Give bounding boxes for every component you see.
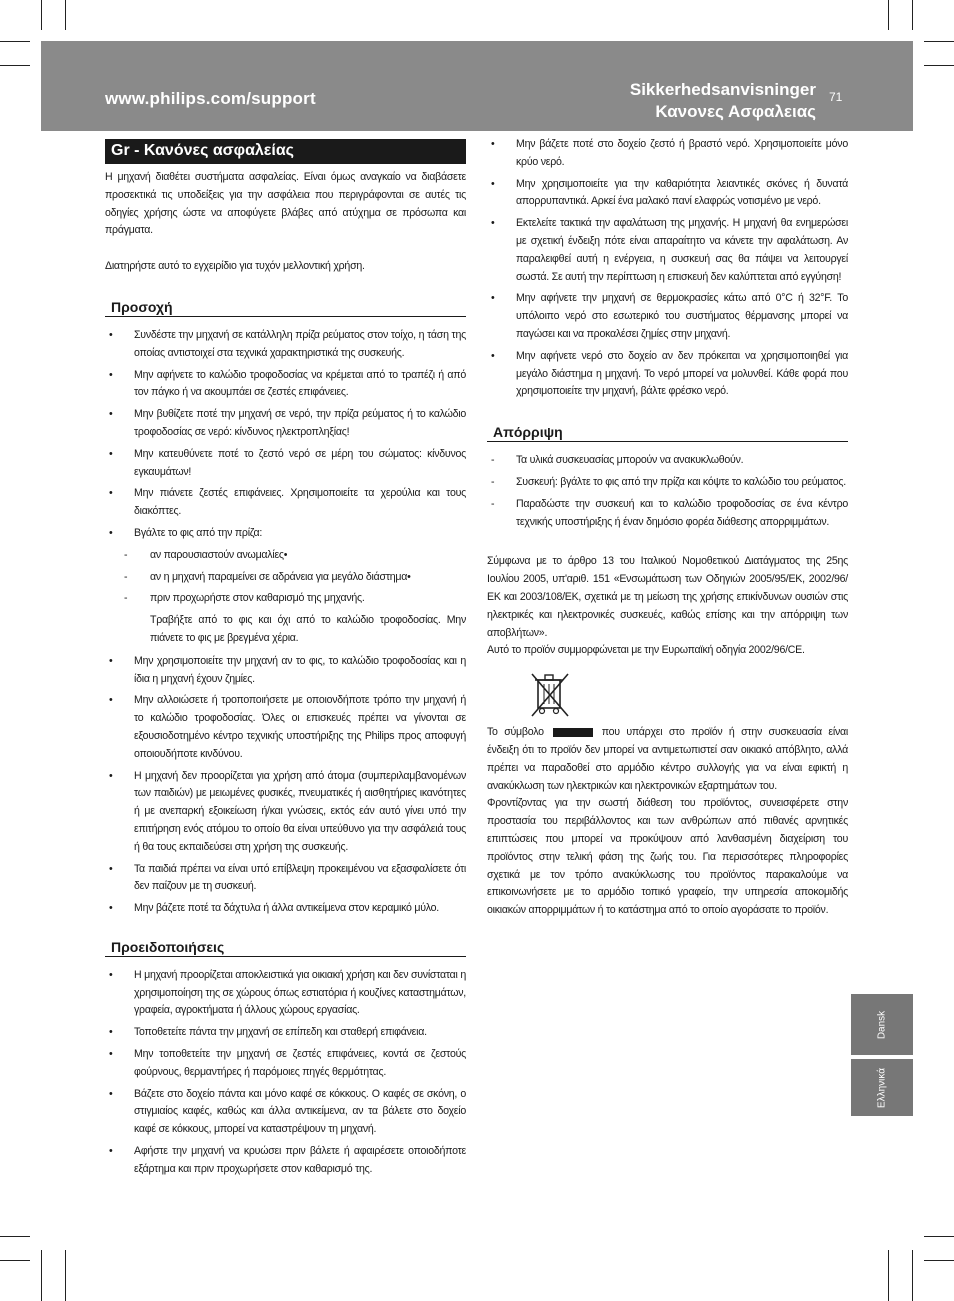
- crop-mark: [888, 0, 889, 30]
- page-title-line2: Κανονες Ασφαλειας: [655, 102, 816, 121]
- support-url[interactable]: www.philips.com/support: [105, 89, 316, 108]
- list-item: - πριν προχωρήστε στον καθαρισμό της μηχανής.: [105, 590, 466, 608]
- list-item: • Η μηχανή προορίζεται αποκλειστικά για οικιακή χρήση και δεν συνίσταται η χρησιμοποίηση της σε χώρους όπως εστιατόρια ή κουζίνες καταστημάτων, γραφεία, αγροκτήματα ή άλλους χώρους εργασίας.: [105, 967, 466, 1020]
- crop-mark: [912, 0, 913, 30]
- side-tab-label: Ελληνικά: [876, 1067, 888, 1108]
- side-tab-greek[interactable]: [851, 1059, 913, 1116]
- page-title: [630, 79, 816, 123]
- crop-mark: [65, 1250, 66, 1301]
- crop-mark: [0, 65, 30, 66]
- list-item: • Μην αλλοιώσετε ή τροποποιήσετε με οποιονδήποτε τρόπο την μηχανή ή το καλώδιο τροφοδοσίας. Όλες οι επισκευές πρέπει να γίνονται σε εξουσιοδοτημένο κέντρο τεχνικής υποστήριξης της Philips προς αποφυγή οποιουδήποτε κινδύνου.: [105, 692, 466, 763]
- list-item: - αν παρουσιαστούν ανωμαλίες•: [105, 547, 466, 565]
- list-item: - Παραδώστε την συσκευή και το καλώδιο τροφοδοσίας σε ένα κέντρο τεχνικής υποστήριξης ή έναν δημόσιο φορέα διάθεσης απορριμμάτων.: [487, 496, 848, 532]
- crop-mark: [65, 0, 66, 30]
- conformity-paragraph: Αυτό το προϊόν συμμορφώνεται με την Ευρωπαϊκή οδηγία 2002/96/CE.: [487, 644, 805, 657]
- list-item: - Τα υλικά συσκευασίας μπορούν να ανακυκλωθούν.: [487, 452, 848, 470]
- list-item: • Μην βυθίζετε ποτέ την μηχανή σε νερό, την πρίζα ρεύματος ή το καλώδιο τροφοδοσίας σε νερό: κίνδυνος ηλεκτροπληξίας!: [105, 406, 466, 442]
- list-item: • Μην χρησιμοποιείτε την μηχανή αν το φις, το καλώδιο τροφοδοσίας και η ίδια η μηχανή έχουν ζημίες.: [105, 653, 466, 689]
- symbol-placeholder-bar: [553, 728, 593, 737]
- crop-mark: [0, 41, 30, 42]
- caution-list-a: [105, 327, 466, 543]
- crossed-bin-icon: [528, 670, 572, 720]
- list-item: • Συνδέστε την μηχανή σε κατάλληλη πρίζα ρεύματος στον τοίχο, η τάση της οποίας αντιστοιχεί στα τεχνικά χαρακτηριστικά της συσκευής.: [105, 327, 466, 363]
- side-tab-dansk[interactable]: [851, 994, 913, 1055]
- caution-list-b: [105, 653, 466, 918]
- symbol-prefix: Το σύμβολο: [487, 726, 544, 739]
- list-item: • Βάζετε στο δοχείο πάντα και μόνο καφέ σε κόκκους. Ο καφές σε σκόνη, ο στιγμιαίος καφές, καθώς και άλλα αντικείμενα, αν τα βάλετε στο δοχείο καφέ σε κόκκους, μπορεί να καταστρέψουν τη μηχανή.: [105, 1086, 466, 1139]
- list-item: - αν η μηχανή παραμείνει σε αδράνεια για μεγάλο διάστημα•: [105, 569, 466, 587]
- crop-mark: [0, 1236, 30, 1237]
- crop-mark: [924, 1236, 954, 1237]
- list-item: • Μην αφήνετε νερό στο δοχείο αν δεν πρόκειται να χρησιμοποιηθεί για μεγάλο διάστημα η μηχανή. Το νερό μπορεί να μολυνθεί. Κάθε φορά που χρησιμοποιείτε την μηχανή, βάλτε φρέσκο νερό.: [487, 348, 848, 401]
- intro-paragraph: Η μηχανή διαθέτει συστήματα ασφαλείας. Είναι όμως αναγκαίο να διαβάσετε προσεκτικά τις υποδείξεις για την ασφάλεια που περιγράφονται σε αυτές τις οδηγίες χρήσης ώστε να αποφύγετε βλάβες από ατύχημα σε πρόσωπα και πράγματα.: [105, 171, 466, 237]
- crop-mark: [41, 1250, 42, 1301]
- list-item: • Μην κατευθύνετε ποτέ το ζεστό νερό σε μέρη του σώματος: κίνδυνος εγκαυμάτων!: [105, 446, 466, 482]
- crop-mark: [924, 41, 954, 42]
- page-number: 71: [829, 90, 843, 104]
- crop-mark: [0, 1260, 30, 1261]
- law-paragraph: Σύμφωνα με το άρθρο 13 του Ιταλικού Νομοθετικού Διατάγματος της 25ης Ιουλίου 2005, υπ'αριθ. 151 «Ενσωμάτωση των Οδηγιών 2005/95/ΕΚ, 2002/96/ΕΚ και 2003/108/ΕΚ, σχετικά με τη μείωση της χρήσης επικίνδυνων ουσιών στις ηλεκτρικές και ηλεκτρονικές συσκευές, καθώς επίσης και την απόρριψη των αποβλήτων».: [487, 555, 848, 639]
- final-paragraph: Φροντίζοντας για την σωστή διάθεση του προϊόντος, συνεισφέρετε στην προστασία του περιβάλλοντος και των ανθρώπων από πιθανές αρνητικές επιπτώσεις που μπορεί να προκύψουν από λανθασμένη διαχείριση του προϊόντος στην τελική φάση της ζωής του. Για περισσότερες πληροφορίες σχετικά με τον τρόπο ανακύκλωσης του προϊόντος παρακαλούμε να επικοινωνήσετε με το αρμόδιο τοπικό γραφείο, την υπηρεσία αποκομιδής οικιακών απορριμμάτων ή το κατάστημα από το οποίο αγοράσατε το προϊόν.: [487, 797, 848, 917]
- section-title: Gr - Κανόνες ασφαλείας: [105, 139, 466, 164]
- list-item: • Μην βάζετε ποτέ τα δάχτυλα ή άλλα αντικείμενα στον κεραμικό μύλο.: [105, 900, 466, 918]
- list-item: • Εκτελείτε τακτικά την αφαλάτωση της μηχανής. Η μηχανή θα ενημερώσει με σχετική ένδειξη πότε είναι απαραίτητο να κάνετε την αφαλάτωση. Αν παραλειφθεί αυτή η ενέργεια, η συσκευή σας θα πάψει να λειτουργεί σωστά. Σε αυτή την περίπτωση η επισκευή δεν καλύπτεται από εγγύηση!: [487, 215, 848, 286]
- list-item: • Η μηχανή δεν προορίζεται για χρήση από άτομα (συμπεριλαμβανομένων των παιδιών) με μειωμένες φυσικές, πνευματικές ή αισθητήριες ικανότητες ή με ανεπαρκή εξοικείωση ή/και γνώσεις, εκτός εάν αυτό γίνει υπό την επιτήρηση ενός ατόμου το οποίο θα είναι υπεύθυνο για την ασφάλειά τους ή θα τους εκπαιδεύσει στη χρήση της συσκευής.: [105, 768, 466, 857]
- crop-mark: [888, 1250, 889, 1301]
- unplug-sublist: [105, 547, 466, 608]
- list-item: • Μην χρησιμοποιείτε για την καθαριότητα λειαντικές σκόνες ή δυνατά απορρυπαντικά. Αρκεί ένα μαλακό πανί ελαφρώς νοτισμένο με νερό.: [487, 176, 848, 212]
- list-item: • Μην αφήνετε το καλώδιο τροφοδοσίας να κρέμεται από το τραπέζι ή από τον πάγκο ή να ακουμπάει σε ζεστές επιφάνειες.: [105, 367, 466, 403]
- page-title-line1: Sikkerhedsanvisninger: [629, 80, 816, 99]
- unplug-note: Τραβήξτε από το φις και όχι από το καλώδιο τροφοδοσίας. Μην πιάνετε το φις με βρεγμένα χέρια.: [150, 614, 466, 644]
- warnings-heading: Προειδοποιήσεις: [105, 938, 466, 957]
- disposal-list: [487, 452, 848, 531]
- list-item: • Αφήστε την μηχανή να κρυώσει πριν βάλετε ή αφαιρέσετε οποιοδήποτε εξάρτημα και πριν προχωρήσετε στον καθαρισμό της.: [105, 1143, 466, 1179]
- disposal-heading: Απόρριψη: [487, 423, 848, 442]
- crop-mark: [924, 65, 954, 66]
- warnings-list-continued: [487, 136, 848, 401]
- list-item: • Μην αφήνετε την μηχανή σε θερμοκρασίες κάτω από 0°C ή 32°F. Το υπόλοιπο νερό στο εσωτερικό του συστήματος θέρμανσης μπορεί να παγώσει και να προκαλέσει ζημίες στην μηχανή.: [487, 290, 848, 343]
- list-item: • Μην πιάνετε ζεστές επιφάνειες. Χρησιμοποιείτε τα χερούλια και τους διακόπτες.: [105, 485, 466, 521]
- list-item: • Μην τοποθετείτε την μηχανή σε ζεστές επιφάνειες, κοντά σε ζεστούς φούρνους, θερμαντήρες ή παρόμοιες πηγές θερμότητας.: [105, 1046, 466, 1082]
- crop-mark: [924, 1260, 954, 1261]
- caution-heading: Προσοχή: [105, 298, 466, 317]
- crop-mark: [41, 0, 42, 30]
- list-item: • Τα παιδιά πρέπει να είναι υπό επίβλεψη προκειμένου να εξασφαλίσετε ότι δεν παίζουν με τη συσκευή.: [105, 861, 466, 897]
- side-tab-label: Dansk: [876, 1010, 888, 1039]
- list-item: • Βγάλτε το φις από την πρίζα:: [105, 525, 466, 543]
- crop-mark: [912, 1250, 913, 1301]
- symbol-text: που υπάρχει στο προϊόν ή στην συσκευασία είναι ένδειξη ότι το προϊόν δεν μπορεί να αντιμετωπιστεί σαν οικιακό απόβλητο, αλλά πρέπει να παραδοθεί στο αρμόδιο κέντρο συλλογής για να είναι εφικτή η ανακύκλωση των ηλεκτρικών και ηλεκτρονικών εξαρτημάτων του.: [487, 726, 848, 792]
- list-item: • Τοποθετείτε πάντα την μηχανή σε επίπεδη και σταθερή επιφάνεια.: [105, 1024, 466, 1042]
- keep-manual-note: Διατηρήστε αυτό το εγχειρίδιο για τυχόν μελλοντική χρήση.: [105, 260, 365, 273]
- right-column: [487, 136, 848, 920]
- list-item: • Μην βάζετε ποτέ στο δοχείο ζεστό ή βραστό νερό. Χρησιμοποιείτε μόνο κρύο νερό.: [487, 136, 848, 172]
- list-item: - Συσκευή: βγάλτε το φις από την πρίζα και κόψτε το καλώδιο του ρεύματος.: [487, 474, 848, 492]
- left-column: [105, 139, 466, 1179]
- warnings-list: [105, 967, 466, 1179]
- weee-symbol-row: [487, 670, 848, 720]
- symbol-paragraph: [487, 724, 848, 795]
